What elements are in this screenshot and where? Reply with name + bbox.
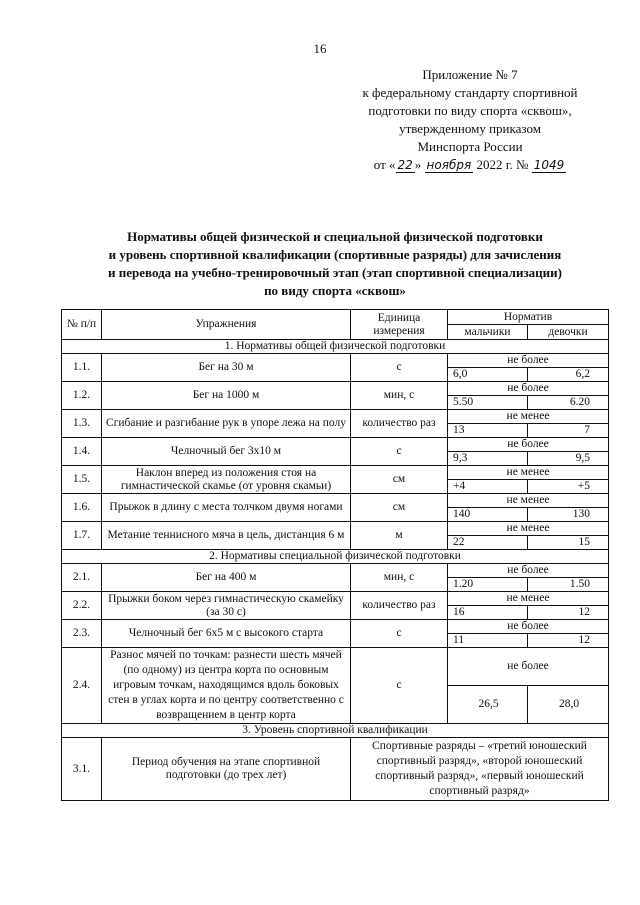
row-exercise: Бег на 1000 м — [102, 382, 351, 410]
order-date — [340, 156, 600, 174]
row-girls: 12 — [528, 634, 609, 648]
header-exercise: Упражнения — [102, 310, 351, 340]
table-row — [62, 410, 609, 424]
header-girls: девочки — [528, 325, 609, 340]
row-num: 3.1. — [62, 738, 102, 801]
title-line-3: и перевода на учебно-тренировочный этап (этап спортивной специализации) — [108, 265, 562, 280]
table-row — [62, 738, 609, 801]
row-boys: 26,5 — [448, 686, 528, 724]
row-boys: 16 — [448, 606, 528, 620]
row-exercise: Бег на 400 м — [102, 564, 351, 592]
title-line-1: Нормативы общей физической и специальной физической подготовки — [127, 229, 543, 244]
table-row — [62, 494, 609, 508]
row-girls: 12 — [528, 606, 609, 620]
row-exercise: Прыжки боком через гимнастическую скамейку (за 30 с) — [102, 592, 351, 620]
norms-table — [61, 309, 609, 801]
qualification-value: Спортивные разряды – «третий юношеский спортивный разряд», «второй юношеский спортивный разряд», «первый юношеский спортивный разряд» — [351, 738, 609, 801]
row-condition: не более — [448, 564, 609, 578]
row-girls: 130 — [528, 508, 609, 522]
row-exercise: Наклон вперед из положения стоя на гимнастической скамье (от уровня скамьи) — [102, 466, 351, 494]
row-num: 2.3. — [62, 620, 102, 648]
row-unit: с — [351, 354, 448, 382]
row-unit: с — [351, 438, 448, 466]
row-num: 2.2. — [62, 592, 102, 620]
row-num: 1.3. — [62, 410, 102, 438]
row-condition: не менее — [448, 494, 609, 508]
table-row — [62, 620, 609, 634]
row-unit: мин, с — [351, 564, 448, 592]
header-norm: Норматив — [448, 310, 609, 325]
date-prefix: от « — [373, 157, 396, 172]
row-num: 1.4. — [62, 438, 102, 466]
table-row — [62, 438, 609, 452]
row-girls: 6,2 — [528, 368, 609, 382]
row-boys: 13 — [448, 424, 528, 438]
table-row — [62, 382, 609, 396]
row-exercise: Разнос мячей по точкам: разнести шесть мячей (по одному) из центра корта по основным игровым точкам, находящимся вдоль боковых стен в углах корта и по центру соответственно с возвращением в центр корта — [102, 648, 351, 724]
row-condition: не более — [448, 438, 609, 452]
row-condition: не менее — [448, 410, 609, 424]
row-condition: не более — [448, 648, 609, 686]
row-condition: не более — [448, 620, 609, 634]
row-exercise: Метание теннисного мяча в цель, дистанция 6 м — [102, 522, 351, 550]
row-girls: 7 — [528, 424, 609, 438]
row-girls: 9,5 — [528, 452, 609, 466]
row-girls: 15 — [528, 536, 609, 550]
row-unit: с — [351, 620, 448, 648]
table-row — [62, 466, 609, 480]
row-boys: 6,0 — [448, 368, 528, 382]
document-title — [62, 228, 608, 300]
title-line-2: и уровень спортивной квалификации (спортивные разряды) для зачисления — [108, 247, 562, 262]
row-num: 2.4. — [62, 648, 102, 724]
row-exercise: Сгибание и разгибание рук в упоре лежа на полу — [102, 410, 351, 438]
row-girls: 1.50 — [528, 578, 609, 592]
row-condition: не более — [448, 382, 609, 396]
table-row — [62, 648, 609, 686]
row-unit: с — [351, 648, 448, 724]
header-unit: Единица измерения — [351, 310, 448, 340]
row-condition: не менее — [448, 466, 609, 480]
row-unit: см — [351, 494, 448, 522]
row-boys: 9,3 — [448, 452, 528, 466]
row-exercise: Период обучения на этапе спортивной подготовки (до трех лет) — [102, 738, 351, 801]
table-row — [62, 522, 609, 536]
row-num: 1.1. — [62, 354, 102, 382]
section-title: 2. Нормативы специальной физической подготовки — [62, 550, 609, 564]
table-row — [62, 354, 609, 368]
header-boys: мальчики — [448, 325, 528, 340]
row-num: 1.2. — [62, 382, 102, 410]
row-boys: 1.20 — [448, 578, 528, 592]
row-unit: м — [351, 522, 448, 550]
row-girls: 6.20 — [528, 396, 609, 410]
row-condition: не менее — [448, 592, 609, 606]
row-condition: не менее — [448, 522, 609, 536]
table-row — [62, 564, 609, 578]
date-mid: » — [414, 157, 422, 172]
order-number: 1049 — [533, 158, 565, 172]
row-boys: 22 — [448, 536, 528, 550]
appendix-block — [340, 66, 600, 174]
header-num: № п/п — [62, 310, 102, 340]
order-month: ноября — [426, 158, 472, 172]
row-boys: +4 — [448, 480, 528, 494]
row-num: 1.5. — [62, 466, 102, 494]
order-day: 22 — [397, 158, 413, 172]
row-exercise: Челночный бег 6х5 м с высокого старта — [102, 620, 351, 648]
appendix-line-2: к федеральному стандарту спортивной — [362, 85, 578, 100]
row-unit: см — [351, 466, 448, 494]
section-title: 1. Нормативы общей физической подготовки — [62, 340, 609, 354]
row-condition: не более — [448, 354, 609, 368]
row-exercise: Бег на 30 м — [102, 354, 351, 382]
appendix-line-3: подготовки по виду спорта «сквош», — [368, 103, 572, 118]
row-num: 1.7. — [62, 522, 102, 550]
row-unit: количество раз — [351, 410, 448, 438]
row-num: 2.1. — [62, 564, 102, 592]
row-girls: +5 — [528, 480, 609, 494]
table-row — [62, 592, 609, 606]
row-exercise: Челночный бег 3х10 м — [102, 438, 351, 466]
appendix-line-4: утвержденному приказом — [399, 121, 541, 136]
title-line-4: по виду спорта «сквош» — [264, 283, 406, 298]
order-year: 2022 г. № — [476, 157, 529, 172]
row-unit: мин, с — [351, 382, 448, 410]
row-num: 1.6. — [62, 494, 102, 522]
row-boys: 11 — [448, 634, 528, 648]
row-unit: количество раз — [351, 592, 448, 620]
section-title: 3. Уровень спортивной квалификации — [62, 724, 609, 738]
appendix-line-1: Приложение № 7 — [422, 67, 518, 82]
appendix-line-5: Минспорта России — [417, 139, 523, 154]
page-number: 16 — [313, 41, 327, 56]
row-boys: 140 — [448, 508, 528, 522]
row-girls: 28,0 — [528, 686, 609, 724]
row-boys: 5.50 — [448, 396, 528, 410]
row-exercise: Прыжок в длину с места толчком двумя ногами — [102, 494, 351, 522]
